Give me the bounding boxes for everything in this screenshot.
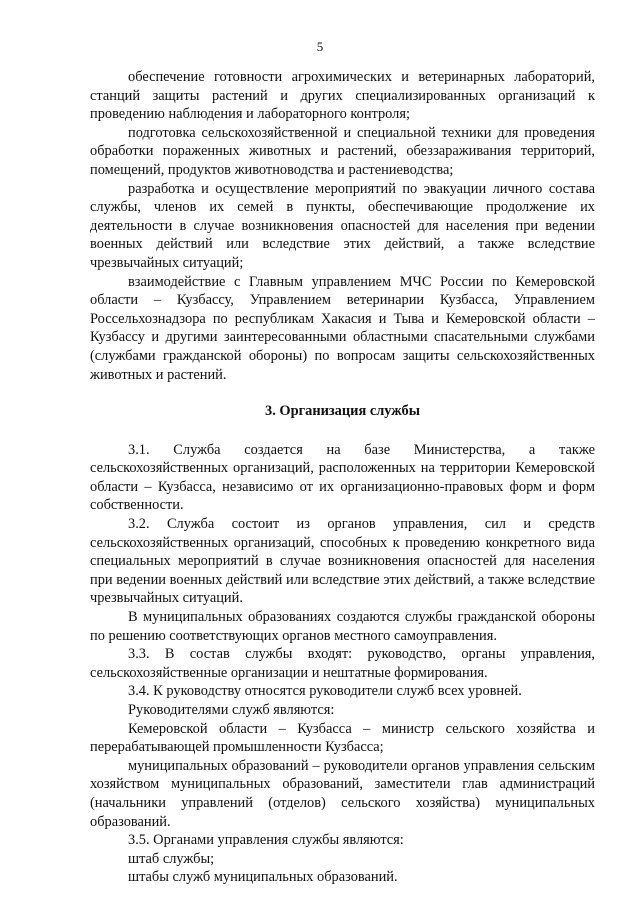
paragraph-service-hq: штаб службы; bbox=[128, 850, 215, 867]
paragraph-evacuation: разработка и осуществление мероприятий по эвакуации личного состава службы, членов их семей в пункты, обеспечивающие продолжение их деятельности в случае возникновения опасностей для населения при ведении военных действий или вследствие этих действий, а также вследствие чрезвычайных ситуаций; bbox=[90, 180, 595, 271]
paragraph-municipal-hq: штабы служб муниципальных образований. bbox=[128, 869, 398, 886]
section-title: 3. Организация службы bbox=[265, 403, 420, 420]
paragraph-heads-intro: Руководителями служб являются: bbox=[128, 702, 335, 718]
paragraph-interaction: взаимодействие с Главным управлением МЧС России по Кемеровской области – Кузбассу, Управлением ветеринарии Кузбасса, Управлением Россельхознадзора по республикам Хакасия и Тыва и Кемеровской области – Кузбассу и другими заинтересованными областными спасательными службами (службами гражданской обороны) по вопросам защиты сельскохозяйственных животных и растений. bbox=[90, 273, 595, 383]
paragraph-lab-readiness: обеспечение готовности агрохимических и ветеринарных лабораторий, станций защиты растений и других специализированных организаций к проведению наблюдения и лабораторного контроля; bbox=[90, 69, 595, 123]
paragraph-municipal-heads: муниципальных образований – руководители органов управления сельским хозяйством муниципальных образований, заместители глав администраций (начальники управлений (отделов) сельского хозяйства) муниципальных образований. bbox=[90, 757, 595, 830]
page-number: 5 bbox=[316, 39, 324, 54]
paragraph-3-2: 3.2. Служба состоит из органов управления, сил и средств сельскохозяйственных организаций, способных к проведению конкретного вида специальных мероприятий в случае возникновения опасностей для населения при ведении военных действий или вследствие этих действий, а также вследствие чрезвычайных ситуаций. bbox=[90, 516, 595, 607]
paragraph-municipal-services: В муниципальных образованиях создаются службы гражданской обороны по решению соответствующих органов местного самоуправления. bbox=[90, 609, 595, 644]
paragraph-3-5: 3.5. Органами управления службы являются: bbox=[128, 832, 404, 849]
document-body bbox=[90, 68, 595, 887]
paragraph-3-3: 3.3. В состав службы входят: руководство, органы управления, сельскохозяйственные организации и нештатные формирования. bbox=[90, 646, 595, 681]
paragraph-regional-head: Кемеровской области – Кузбасса – министр сельского хозяйства и перерабатывающей промышленности Кузбасса; bbox=[90, 720, 595, 756]
paragraph-equipment-preparation: подготовка сельскохозяйственной и специальной техники для проведения обработки пораженных животных и растений, обеззараживания территорий, помещений, продуктов животноводства и растениеводства; bbox=[90, 124, 595, 178]
paragraph-3-4: 3.4. К руководству относятся руководители служб всех уровней. bbox=[128, 683, 522, 700]
paragraph-3-1: 3.1. Служба создается на базе Министерства, а также сельскохозяйственных организаций, расположенных на территории Кемеровской области – Кузбасса, независимо от их организационно-правовых форм и форм собственности. bbox=[90, 441, 595, 514]
